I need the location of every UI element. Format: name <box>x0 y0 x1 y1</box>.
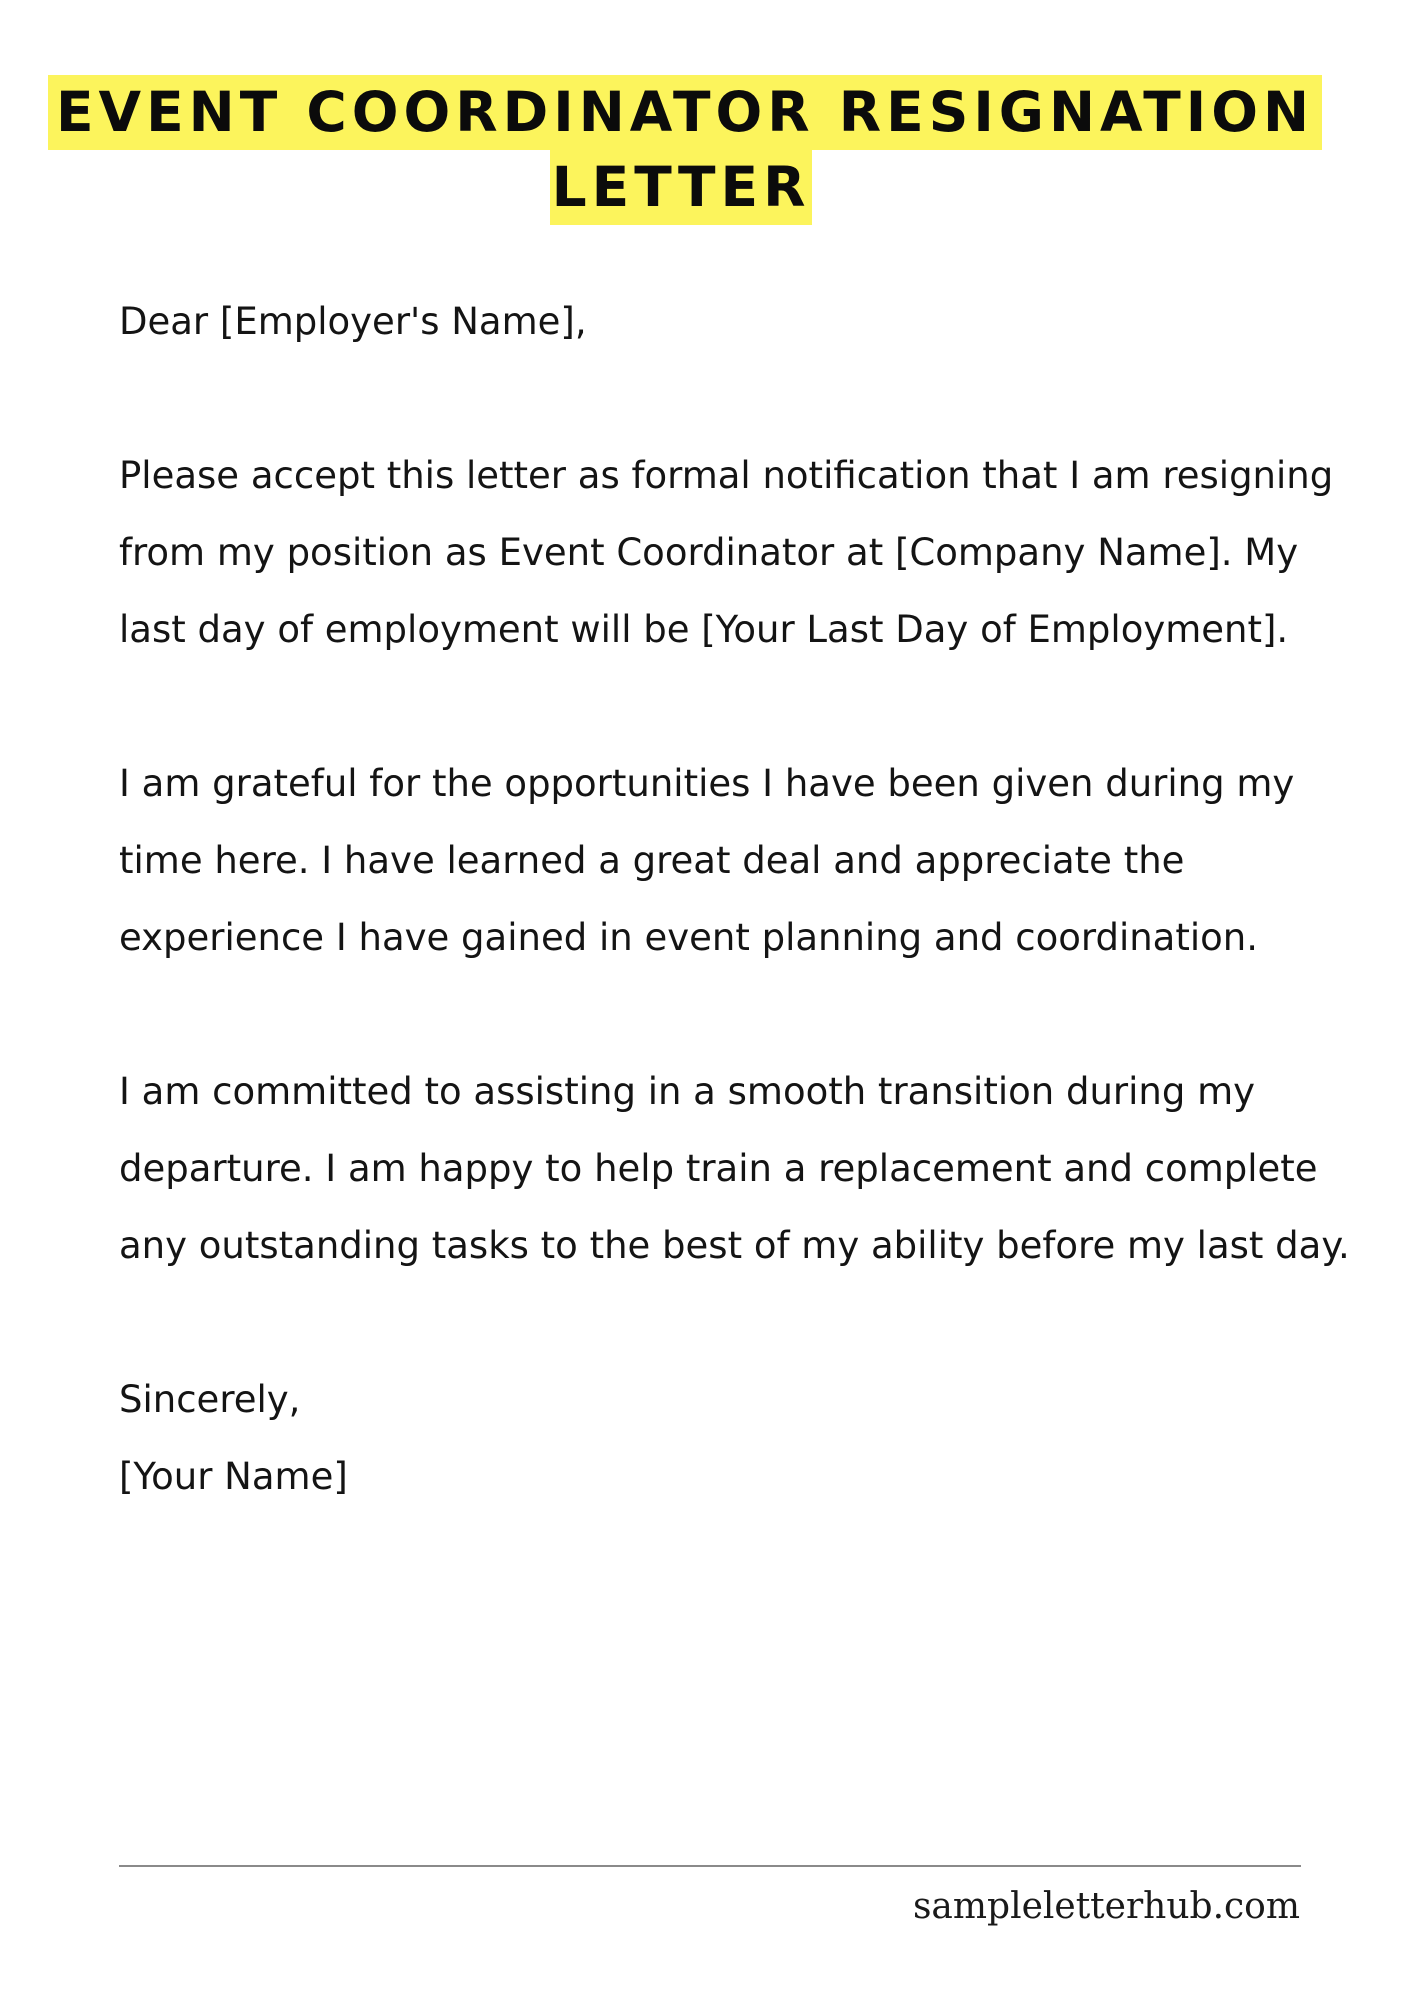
letter-body <box>119 283 1359 1515</box>
signature: [Your Name] <box>119 1455 348 1498</box>
salutation: Dear [Employer's Name], <box>119 300 587 343</box>
paragraph-2: I am grateful for the opportunities I have been given during my time here. I have learned a great deal and appreciate the experience I have gained in event planning and coordination. <box>119 762 1295 959</box>
paragraph-1: Please accept this letter as formal notification that I am resigning from my position as Event Coordinator at [Company Name]. My last day of employment will be [Your Last Day of Employment]. <box>119 454 1334 651</box>
footer-divider <box>119 1865 1301 1867</box>
title-line-2: LETTER <box>550 150 812 225</box>
title-line-1: EVENT COORDINATOR RESIGNATION <box>48 75 1322 150</box>
closing: Sincerely, <box>119 1378 301 1421</box>
website-link[interactable]: sampleletterhub.com <box>912 1886 1300 1927</box>
paragraph-3: I am committed to assisting in a smooth transition during my departure. I am happy to help train a replacement and complete any outstanding tasks to the best of my ability before my last day. <box>119 1070 1350 1267</box>
